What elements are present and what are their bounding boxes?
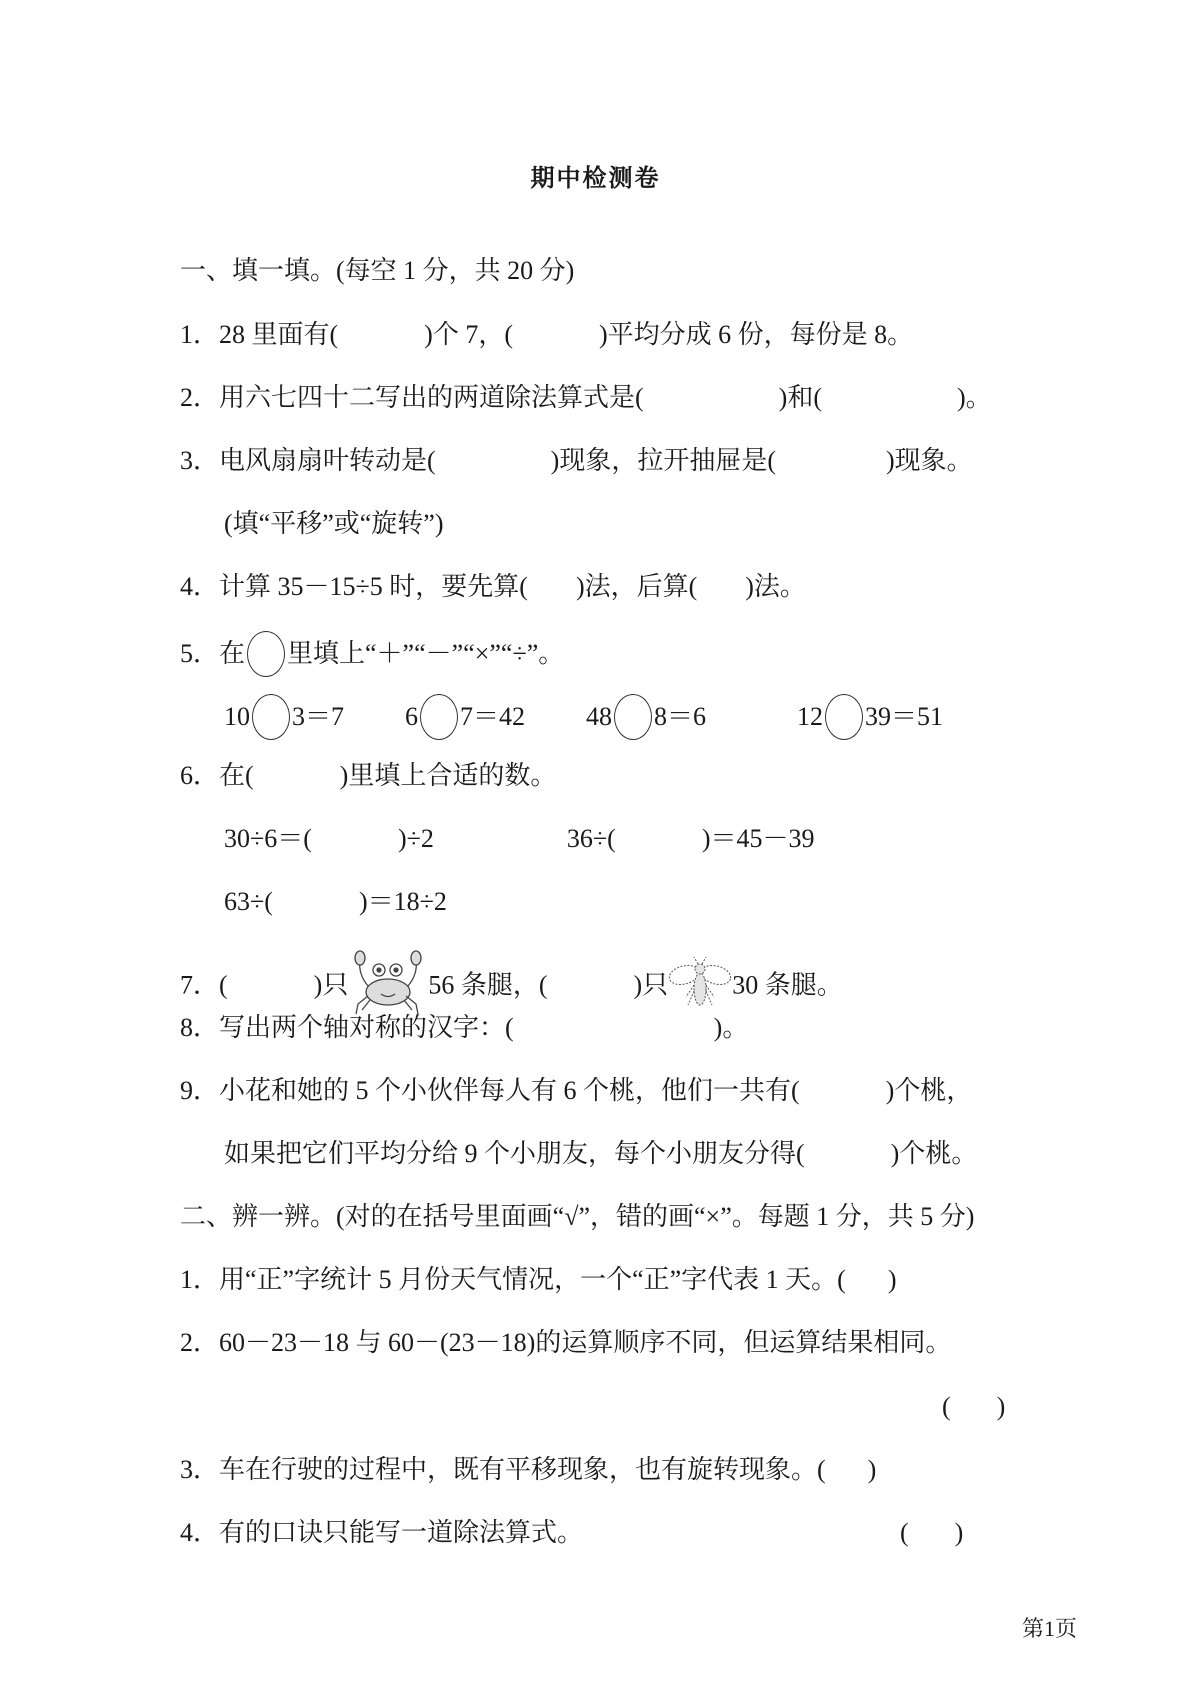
expr-1: 10 3＝7 xyxy=(224,702,344,731)
expr-4: 12 39＝51 xyxy=(797,702,943,731)
question-1-8: 8．写出两个轴对称的汉字：( )。 xyxy=(180,1013,749,1042)
page-number: 第1页 xyxy=(1022,1616,1078,1641)
operator-circle-input[interactable] xyxy=(252,694,290,740)
question-1-3-note: (填“平移”或“旋转”) xyxy=(224,509,444,538)
question-1-1: 1．28 里面有( )个 7，( )平均分成 6 份，每份是 8。 xyxy=(180,320,914,349)
question-1-5: 5．在 里填上“＋”“－”“×”“÷”。 xyxy=(180,633,564,679)
section2-heading: 二、辨一辨。(对的在括号里面画“√”，错的画“×”。每题 1 分，共 5 分) xyxy=(180,1202,975,1231)
question-1-7: 7．( )只 56 条腿，( )只 30 条腿。 xyxy=(180,948,843,1027)
operator-circle-input[interactable] xyxy=(420,694,458,740)
operator-circle-input[interactable] xyxy=(614,694,652,740)
question-2-3: 3．车在行驶的过程中，既有平移现象，也有旋转现象。( ) xyxy=(180,1455,877,1484)
question-2-2-answer: ( ) xyxy=(942,1392,1006,1421)
expr-2: 6 7＝42 xyxy=(405,702,525,731)
question-1-6: 6．在( )里填上合适的数。 xyxy=(180,761,557,790)
question-1-5-expressions xyxy=(224,696,943,742)
question-1-6-row1: 30÷6＝( )÷2 36÷( )＝45－39 xyxy=(224,824,815,853)
question-2-4: 4．有的口诀只能写一道除法算式。 xyxy=(180,1518,584,1547)
question-1-9-cont: 如果把它们平均分给 9 个小朋友，每个小朋友分得( )个桃。 xyxy=(224,1139,978,1168)
circle-icon xyxy=(247,631,285,677)
question-2-2: 2．60－23－18 与 60－(23－18)的运算顺序不同，但运算结果相同。 xyxy=(180,1328,952,1357)
operator-circle-input[interactable] xyxy=(825,694,863,740)
question-1-9: 9．小花和她的 5 个小伙伴每人有 6 个桃，他们一共有( )个桃， xyxy=(180,1076,973,1105)
question-1-4: 4．计算 35－15÷5 时，要先算( )法，后算( )法。 xyxy=(180,572,806,601)
question-1-3: 3．电风扇扇叶转动是( )现象，拉开抽屉是( )现象。 xyxy=(180,446,973,475)
page-title: 期中检测卷 xyxy=(530,164,661,192)
question-2-1: 1．用“正”字统计 5 月份天气情况，一个“正”字代表 1 天。( ) xyxy=(180,1265,897,1294)
question-2-4-answer: ( ) xyxy=(900,1518,964,1547)
expr-3: 48 8＝6 xyxy=(586,702,706,731)
question-1-2: 2．用六七四十二写出的两道除法算式是( )和( )。 xyxy=(180,383,992,412)
section1-heading: 一、填一填。(每空 1 分，共 20 分) xyxy=(180,256,575,285)
question-1-6-row2: 63÷( )＝18÷2 xyxy=(224,887,447,916)
